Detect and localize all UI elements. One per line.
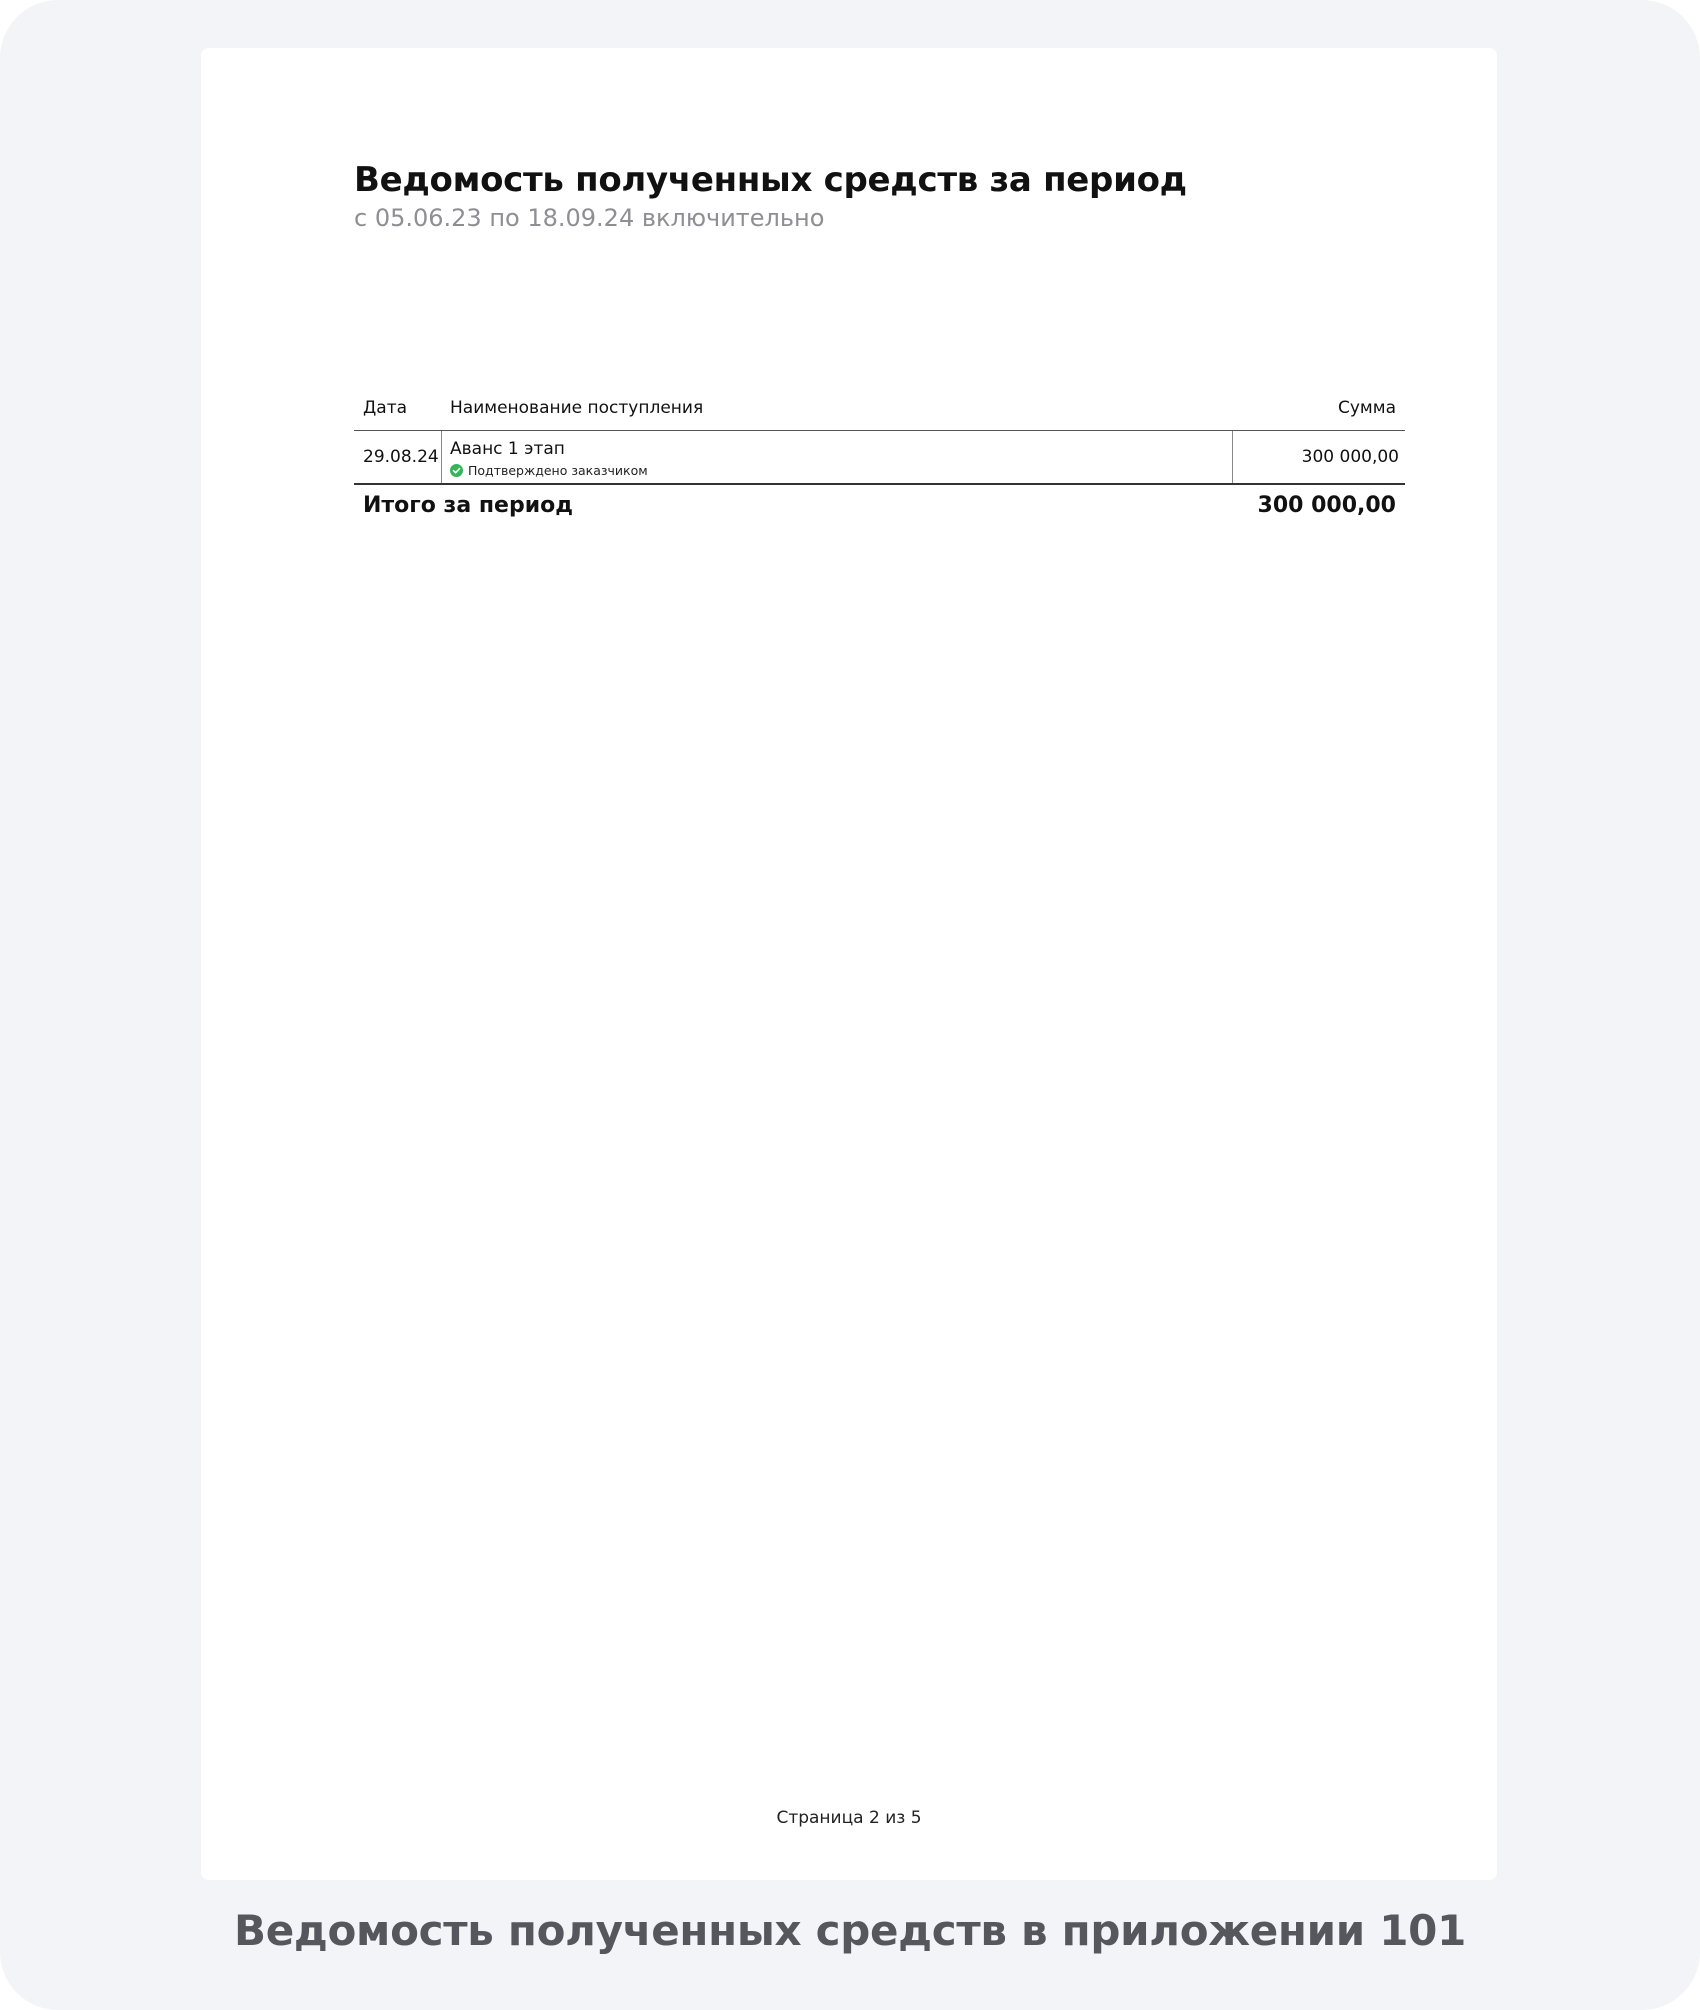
row-status-label: Подтверждено заказчиком	[468, 463, 648, 478]
document-title: Ведомость полученных средств за период	[354, 160, 1187, 200]
receipts-table	[354, 382, 1405, 525]
table-total	[354, 485, 1405, 525]
column-divider	[1232, 431, 1233, 483]
column-header-name: Наименование поступления	[450, 398, 704, 418]
column-divider	[441, 431, 442, 483]
row-date: 29.08.24	[363, 447, 439, 467]
table-header	[354, 382, 1405, 431]
row-name: Аванс 1 этап	[450, 439, 565, 459]
column-header-date: Дата	[363, 398, 408, 418]
table-row	[354, 431, 1405, 485]
column-header-sum: Сумма	[1338, 398, 1396, 418]
row-sum: 300 000,00	[1301, 447, 1399, 467]
check-circle-icon	[450, 464, 463, 477]
page-number: Страница 2 из 5	[776, 1808, 922, 1828]
total-value: 300 000,00	[1257, 493, 1396, 518]
screenshot-caption: Ведомость полученных средств в приложении 101	[233, 1906, 1467, 1955]
row-status	[450, 463, 648, 478]
document-period: с 05.06.23 по 18.09.24 включительно	[354, 204, 825, 232]
total-label: Итого за период	[363, 493, 573, 518]
document-page	[201, 48, 1497, 1880]
